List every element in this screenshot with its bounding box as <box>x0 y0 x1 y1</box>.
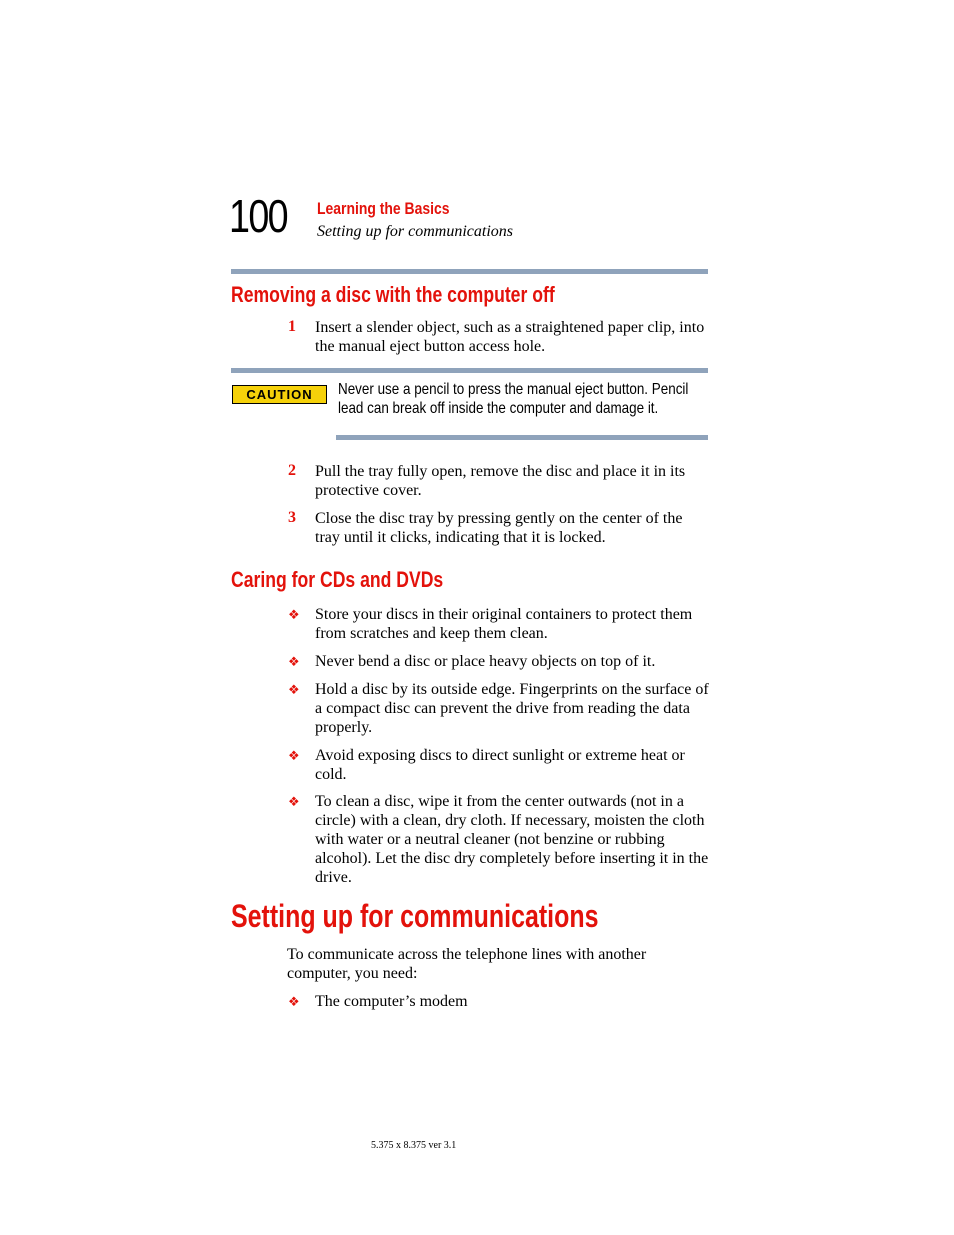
bullet-icon: ❖ <box>288 994 300 1009</box>
bullet-icon: ❖ <box>288 748 300 763</box>
intro-text: To communicate across the telephone lines with another computer, you need: <box>287 946 647 982</box>
list-item: To clean a disc, wipe it from the center outwards (not in a circle) with a clean, dry cloth. If necessary, moisten the cloth with water or a neutral cleaner (not benzine or rubbing alcohol). Let the disc dry completely before inserting it in the drive. <box>315 793 709 886</box>
list-item: Hold a disc by its outside edge. Fingerprints on the surface of a compact disc can prevent the drive from reading the data properly. <box>315 681 709 736</box>
step-text: Close the disc tray by pressing gently on the center of the tray until it clicks, indicating that it is locked. <box>315 510 683 546</box>
step-number: 3 <box>288 509 296 526</box>
chapter-title: Learning the Basics <box>317 199 450 218</box>
bullet-icon: ❖ <box>288 654 300 669</box>
bullet-icon: ❖ <box>288 682 300 697</box>
caution-bottom-rule <box>336 435 708 440</box>
heading-caring: Caring for CDs and DVDs <box>231 567 444 592</box>
bullet-icon: ❖ <box>288 794 300 809</box>
heading-communications: Setting up for communications <box>231 898 599 934</box>
caution-text: Never use a pencil to press the manual eject button. Pencil lead can break off inside the computer and damage it. <box>338 381 689 417</box>
list-item: Store your discs in their original containers to protect them from scratches and keep them clean. <box>315 606 693 642</box>
step-number: 1 <box>288 318 296 335</box>
bullet-icon: ❖ <box>288 607 300 622</box>
step-text: Pull the tray fully open, remove the disc and place it in its protective cover. <box>315 463 686 499</box>
list-item: The computer’s modem <box>315 993 468 1010</box>
list-item: Never bend a disc or place heavy objects on top of it. <box>315 653 656 670</box>
list-item: Avoid exposing discs to direct sunlight or extreme heat or cold. <box>315 747 685 783</box>
caution-badge: CAUTION <box>232 385 327 404</box>
footer-version: 5.375 x 8.375 ver 3.1 <box>371 1140 457 1151</box>
page-number: 100 <box>229 190 288 242</box>
section-rule <box>231 269 708 274</box>
step-number: 2 <box>288 462 296 479</box>
caution-top-rule <box>231 368 708 373</box>
step-text: Insert a slender object, such as a straightened paper clip, into the manual eject button access hole. <box>315 319 705 355</box>
heading-removing-disc: Removing a disc with the computer off <box>231 282 555 307</box>
section-subtitle: Setting up for communications <box>317 223 513 240</box>
